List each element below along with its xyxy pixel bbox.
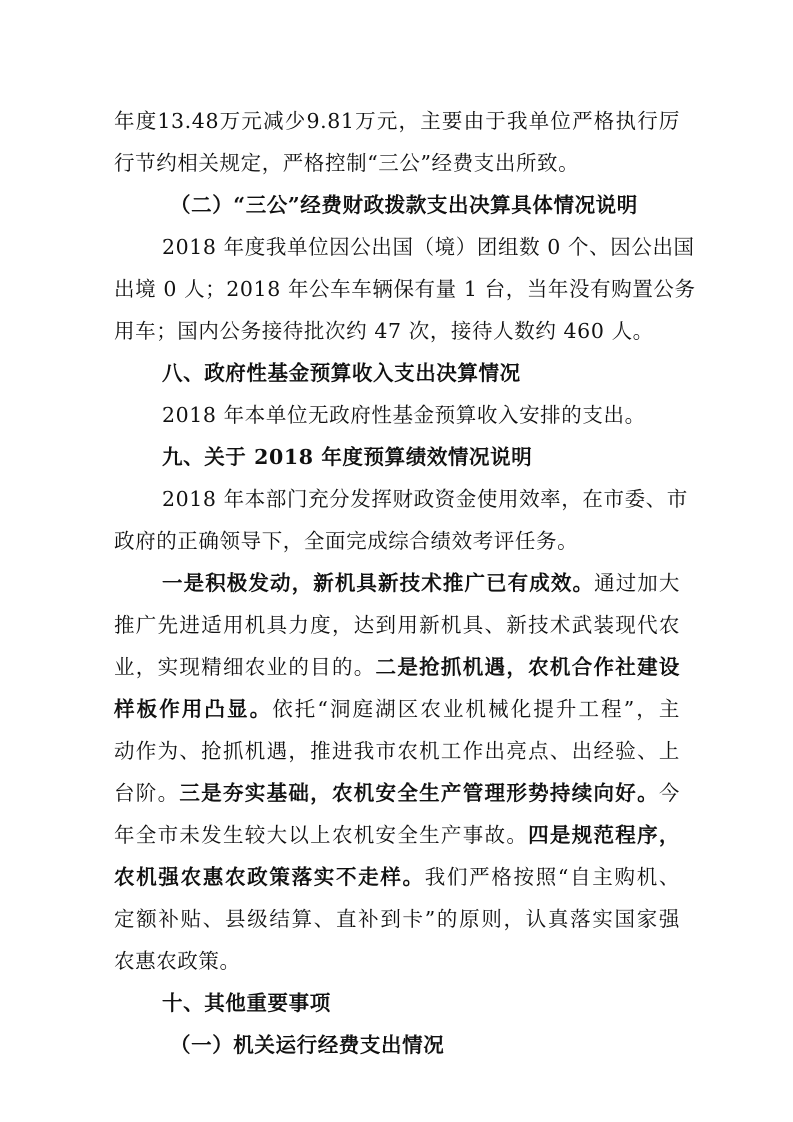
paragraph-line-6 (114, 318, 680, 344)
paragraph-line-10 (162, 486, 688, 512)
paragraph-line-11 (114, 528, 680, 554)
paragraph-line-15 (114, 696, 680, 722)
text-run: 业，实现精细农业的目的。 (114, 655, 376, 679)
text-run: 行节约相关规定，严格控制“三公”经费支出所致。 (114, 151, 580, 175)
paragraph-line-14 (114, 654, 680, 680)
paragraph-line-16 (114, 738, 680, 764)
text-run: 通过加大 (594, 571, 681, 595)
paragraph-line-12 (162, 570, 680, 596)
bold-text-run: 四是规范程序， (528, 823, 680, 847)
paragraph-line-4 (162, 234, 695, 260)
paragraph-line-13 (114, 612, 680, 638)
text-run: 出境 0 人；2018 年公车车辆保有量 1 台，当年没有购置公务 (114, 277, 696, 301)
paragraph-line-5 (114, 276, 696, 302)
text-run: 定额补贴、县级结算、直补到卡”的原则，认真落实国家强 (114, 907, 680, 931)
paragraph-line-8 (162, 402, 680, 428)
text-run: 年全市未发生较大以上农机安全生产事故。 (114, 823, 529, 847)
paragraph-line-21 (114, 948, 680, 974)
text-run: 动作为、抢抓机遇，推进我市农机工作出亮点、出经验、上 (114, 739, 680, 763)
text-run: 依托“洞庭湖区农业机械化提升工程”，主 (272, 697, 681, 721)
section-heading-9 (162, 444, 680, 470)
text-run: 2018 年本部门充分发挥财政资金使用效率，在市委、市 (162, 487, 688, 511)
text-run: 2018 年本单位无政府性基金预算收入安排的支出。 (162, 403, 646, 427)
text-run: 年度13.48万元减少9.81万元，主要由于我单位严格执行厉 (114, 109, 680, 133)
section-heading-2-2 (170, 192, 680, 218)
text-run: 2018 年度我单位因公出国（境）团组数 0 个、因公出国 (162, 235, 695, 259)
paragraph-line-20 (114, 906, 680, 932)
heading-text: 九、关于 2018 年度预算绩效情况说明 (162, 445, 533, 469)
bold-text-run: 一是积极发动，新机具新技术推广已有成效。 (162, 571, 595, 595)
bold-text-run: 二是抢抓机遇，农机合作社建设 (375, 655, 680, 679)
paragraph-line-17 (114, 780, 680, 806)
text-run: 推广先进适用机具力度，达到用新机具、新技术武装现代农 (114, 613, 680, 637)
text-run: 用车；国内公务接待批次约 47 次，接待人数约 460 人。 (114, 319, 654, 343)
bold-text-run: 样板作用凸显。 (114, 697, 273, 721)
bold-text-run: 农机强农惠农政策落实不走样。 (114, 865, 425, 889)
bold-text-run: 三是夯实基础，农机安全生产管理形势持续向好。 (179, 781, 659, 805)
heading-text: 十、其他重要事项 (162, 991, 331, 1015)
text-run: 农惠农政策。 (114, 949, 241, 973)
heading-text: （二）“三公”经费财政拨款支出决算具体情况说明 (170, 193, 638, 217)
heading-text: （一）机关运行经费支出情况 (170, 1033, 445, 1057)
paragraph-line-1 (114, 108, 680, 134)
text-run: 我们严格按照“自主购机、 (424, 865, 680, 889)
section-heading-8 (162, 360, 680, 386)
text-run: 今 (658, 781, 680, 805)
text-run: 政府的正确领导下，全面完成综合绩效考评任务。 (114, 529, 579, 553)
section-heading-10 (162, 990, 680, 1016)
text-run: 台阶。 (114, 781, 180, 805)
paragraph-line-2 (114, 150, 680, 176)
paragraph-line-19 (114, 864, 680, 890)
section-heading-10-1 (170, 1032, 680, 1058)
paragraph-line-18 (114, 822, 680, 848)
heading-text: 八、政府性基金预算收入支出决算情况 (162, 361, 521, 385)
